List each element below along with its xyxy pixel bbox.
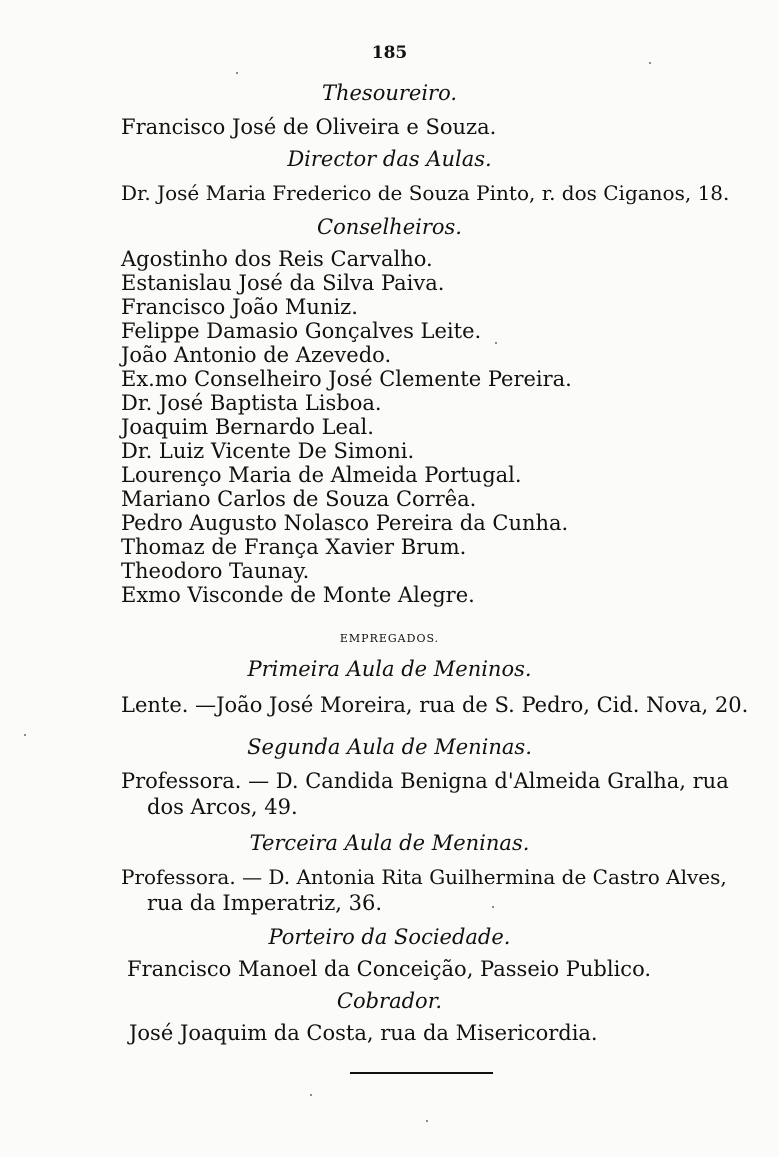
treasurer-heading: Thesoureiro.: [321, 81, 458, 105]
paper-speck: [426, 1120, 428, 1122]
section-line: dos Arcos, 49.: [147, 795, 298, 819]
councillor-name: Exmo Visconde de Monte Alegre.: [121, 583, 475, 607]
section-line: Francisco Manoel da Conceição, Passeio Publico.: [127, 957, 652, 981]
councillor-name: Pedro Augusto Nolasco Pereira da Cunha.: [121, 511, 569, 535]
paper-speck: [236, 72, 238, 74]
section-heading: Cobrador.: [336, 989, 443, 1013]
employees-heading: EMPREGADOS.: [339, 632, 440, 645]
section-line: Professora. — D. Antonia Rita Guilhermina de Castro Alves,: [121, 865, 727, 889]
councillor-name: Joaquim Bernardo Leal.: [121, 415, 374, 439]
councillor-name: João Antonio de Azevedo.: [121, 343, 392, 367]
paper-speck: [24, 734, 26, 736]
councillor-name: Dr. Luiz Vicente De Simoni.: [121, 439, 415, 463]
section-line: rua da Imperatriz, 36.: [147, 891, 383, 915]
councillor-name: Felippe Damasio Gonçalves Leite.: [121, 319, 482, 343]
councillor-name: Agostinho dos Reis Carvalho.: [121, 247, 433, 271]
councillor-name: Thomaz de França Xavier Brum.: [121, 535, 467, 559]
treasurer-name: Francisco José de Oliveira e Souza.: [121, 115, 497, 139]
section-line: Lente. —João José Moreira, rua de S. Pedro, Cid. Nova, 20.: [121, 693, 749, 717]
section-heading: Primeira Aula de Meninos.: [247, 657, 532, 681]
section-heading: Porteiro da Sociedade.: [268, 925, 511, 949]
paper-speck: [310, 1094, 312, 1096]
councillor-name: Ex.mo Conselheiro José Clemente Pereira.: [121, 367, 572, 391]
page-number: 185: [371, 43, 408, 63]
director-heading: Director das Aulas.: [287, 147, 492, 171]
section-line: Professora. — D. Candida Benigna d'Almeida Gralha, rua: [121, 769, 729, 793]
councillor-name: Francisco João Muniz.: [121, 295, 358, 319]
section-line: José Joaquim da Costa, rua da Misericordia.: [129, 1021, 598, 1045]
section-heading: Terceira Aula de Meninas.: [249, 831, 530, 855]
councillor-name: Dr. José Baptista Lisboa.: [121, 391, 382, 415]
councillors-heading: Conselheiros.: [317, 215, 462, 239]
councillor-name: Theodoro Taunay.: [121, 559, 310, 583]
end-rule: [350, 1072, 493, 1074]
councillor-name: Lourenço Maria de Almeida Portugal.: [121, 463, 522, 487]
paper-speck: [492, 906, 494, 908]
director-name: Dr. José Maria Frederico de Souza Pinto, r. dos Ciganos, 18.: [121, 181, 730, 205]
paper-speck: [495, 342, 497, 344]
paper-speck: [649, 62, 651, 64]
councillor-name: Estanislau José da Silva Paiva.: [121, 271, 445, 295]
councillor-name: Mariano Carlos de Souza Corrêa.: [121, 487, 477, 511]
section-heading: Segunda Aula de Meninas.: [247, 735, 532, 759]
